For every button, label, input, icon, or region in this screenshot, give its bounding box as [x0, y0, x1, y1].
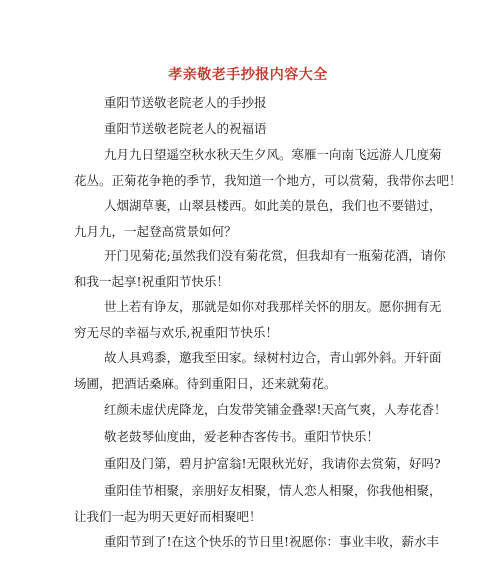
paragraph-3	[74, 142, 462, 194]
document-title: 孝亲敬老手抄报内容大全	[168, 67, 328, 83]
paragraph-line: 敬老鼓琴仙度曲，爱老种杏客传书。重阳节快乐！	[104, 429, 380, 444]
paragraph-line: 九月九日望遥空秋水秋天生夕风。寒雁一向南飞远游人几度菊	[104, 147, 442, 162]
paragraph-line: 重阳节送敬老院老人的祝福语	[104, 121, 267, 136]
paragraph-line: 人烟湖草裹，山翠县楼西。如此美的景色，我们也不要错过，	[104, 198, 442, 213]
paragraph-8	[104, 397, 447, 423]
paragraph-9	[104, 424, 424, 450]
paragraph-line: 场圃，把酒话桑麻。待到重阳日，还来就菊花。	[74, 376, 337, 391]
paragraph-line: 九月九，一起登高赏景如何？	[74, 224, 237, 239]
paragraph-line: 故人具鸡黍，邀我至田家。绿树村边合，青山郭外斜。开轩面	[104, 350, 442, 365]
paragraph-4	[74, 193, 442, 245]
paragraph-line: 红颜未虚伏虎降龙，白发带笑铺金叠翠!天高气爽，人寿花香！	[104, 402, 447, 417]
paragraph-5	[74, 243, 446, 295]
paragraph-line: 重阳佳节相聚，亲朋好友相聚，情人恋人相聚，你我他相聚，	[104, 483, 442, 498]
paragraph-line: 穷无尽的幸福与欢乐,祝重阳节快乐！	[74, 325, 278, 340]
paragraph-line: 开门见菊花;虽然我们没有菊花赏，但我却有一瓶菊花酒，请你	[104, 248, 446, 263]
paragraph-1	[104, 90, 424, 116]
paragraph-line: 和我一起享!祝重阳节快乐！	[74, 274, 230, 289]
paragraph-line: 重阳及门第，碧月护富翁!无限秋光好，我请你去赏菊，好吗?	[104, 456, 441, 471]
paragraph-12	[104, 529, 440, 555]
paragraph-line: 花丛。正菊花争艳的季节，我知道一个地方，可以赏菊，我带你去吧！	[74, 173, 462, 188]
paragraph-7	[74, 345, 442, 397]
paragraph-line: 重阳节到了!在这个快乐的节日里!祝愿你：事业丰收，薪水丰	[104, 534, 440, 549]
paragraph-line: 世上若有诤友，那就是如你对我那样关怀的朋友。愿你拥有无	[104, 299, 442, 314]
paragraph-10	[104, 451, 441, 477]
paragraph-11	[74, 478, 442, 530]
paragraph-line: 重阳节送敬老院老人的手抄报	[104, 95, 267, 110]
paragraph-6	[74, 294, 442, 346]
paragraph-2	[104, 116, 424, 142]
paragraph-line: 让我们一起为明天更好而相聚吧！	[74, 509, 262, 524]
